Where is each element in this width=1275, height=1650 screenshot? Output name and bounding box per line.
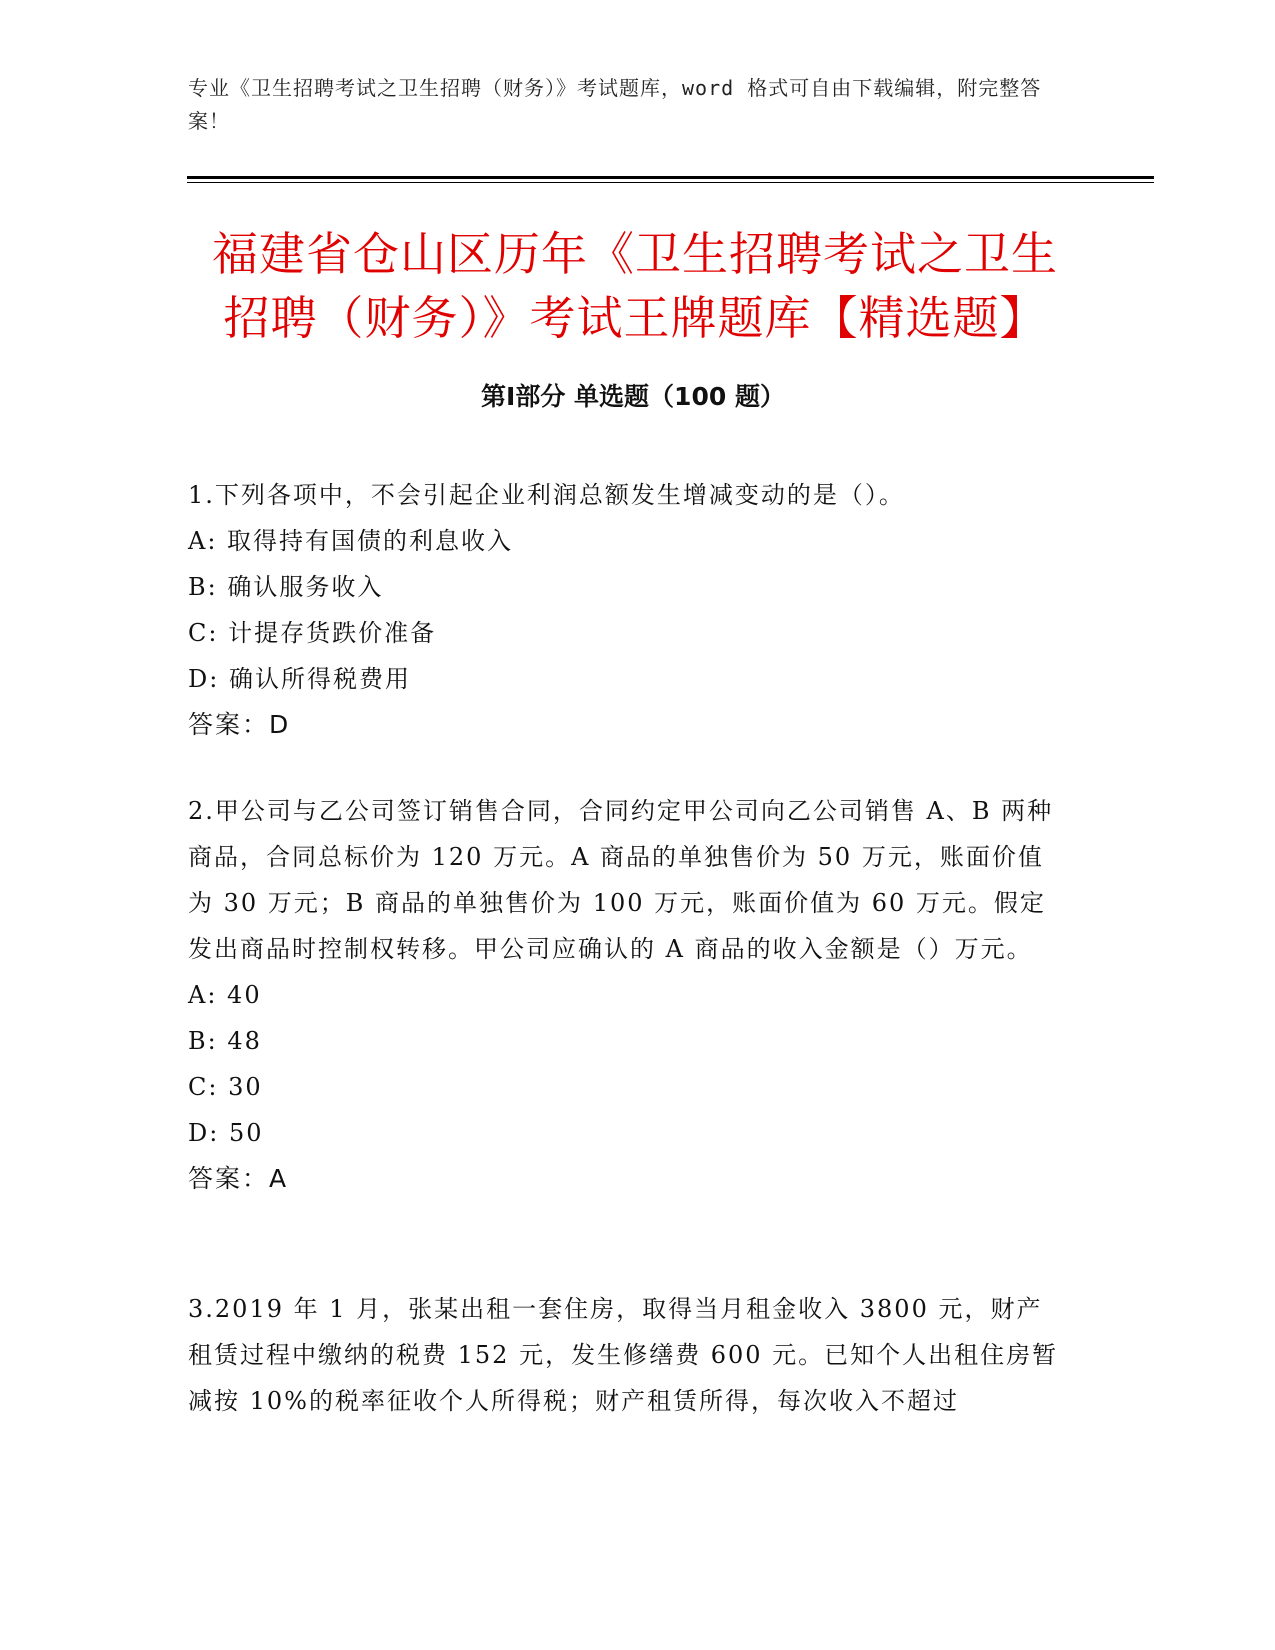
option-a: A: 取得持有国债的利息收入 <box>188 527 514 555</box>
question-text: 1.下列各项中，不会引起企业利润总额发生增减变动的是（）。 <box>188 481 905 509</box>
question-text: 2.甲公司与乙公司签订销售合同，合同约定甲公司向乙公司销售 A、B 两种商品，合同总标价为 120 万元。A 商品的单独售价为 50 万元，账面价值为 30 万元；B 商品的单独售价为 100 万元，账面价值为 60 万元。假定发出商品时控制权转移。甲公司应确认的 A 商品的收入金额是（）万元。 <box>188 797 1054 963</box>
section-title: 第Ⅰ部分 单选题（100 题） <box>481 382 785 411</box>
header-divider-thick <box>187 176 1154 179</box>
header-divider-thin <box>187 182 1154 183</box>
option-d: D: 确认所得税费用 <box>188 665 411 693</box>
question-2 <box>188 788 1068 1202</box>
question-3 <box>188 1286 1068 1424</box>
header-note: 专业《卫生招聘考试之卫生招聘（财务）》考试题库，word 格式可自由下载编辑，附完整答案！ <box>188 76 1042 133</box>
option-c: C: 计提存货跌价准备 <box>188 619 437 647</box>
answer: 答案：A <box>188 1164 289 1193</box>
question-1 <box>188 472 1068 748</box>
question-text: 3.2019 年 1 月，张某出租一套住房，取得当月租金收入 3800 元，财产租赁过程中缴纳的税费 152 元，发生修缮费 600 元。已知个人出租住房暂减按 10%的税率征收个人所得税；财产租赁所得，每次收入不超过 <box>188 1295 1059 1415</box>
option-b: B: 确认服务收入 <box>188 573 384 601</box>
answer: 答案：D <box>188 710 291 739</box>
option-a: A: 40 <box>188 981 262 1009</box>
option-b: B: 48 <box>188 1027 262 1055</box>
option-c: C: 30 <box>188 1073 263 1101</box>
document-title: 福建省仓山区历年《卫生招聘考试之卫生招聘（财务）》考试王牌题库【精选题】 <box>212 227 1058 345</box>
option-d: D: 50 <box>188 1119 264 1147</box>
